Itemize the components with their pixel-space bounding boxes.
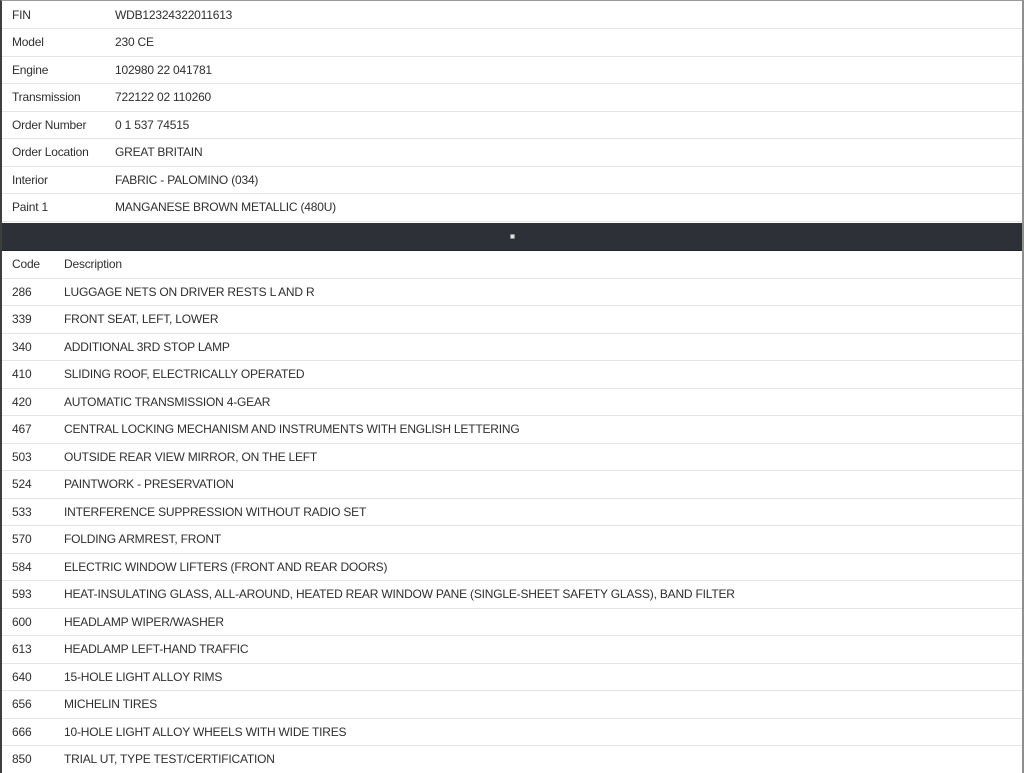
option-code: 467 (2, 416, 64, 444)
info-label: Model (2, 29, 115, 57)
info-row (2, 194, 1022, 222)
option-code: 593 (2, 581, 64, 609)
option-description: SLIDING ROOF, ELECTRICALLY OPERATED (64, 361, 1022, 389)
info-row (2, 56, 1022, 84)
option-code-row (2, 608, 1022, 636)
info-row (2, 29, 1022, 57)
option-description: ADDITIONAL 3RD STOP LAMP (64, 333, 1022, 361)
code-column-header: Code (2, 251, 64, 279)
info-label: FIN (2, 1, 115, 29)
option-code: 656 (2, 691, 64, 719)
option-description: OUTSIDE REAR VIEW MIRROR, ON THE LEFT (64, 443, 1022, 471)
option-code: 600 (2, 608, 64, 636)
option-description: PAINTWORK - PRESERVATION (64, 471, 1022, 499)
info-label: Order Location (2, 139, 115, 167)
info-row (2, 166, 1022, 194)
info-label: Engine (2, 56, 115, 84)
option-code: 339 (2, 306, 64, 334)
option-code: 613 (2, 636, 64, 664)
option-description: ELECTRIC WINDOW LIFTERS (FRONT AND REAR DOORS) (64, 553, 1022, 581)
info-row (2, 111, 1022, 139)
separator-band (2, 223, 1022, 251)
option-description: LUGGAGE NETS ON DRIVER RESTS L AND R (64, 278, 1022, 306)
option-code-row (2, 663, 1022, 691)
option-code-row (2, 691, 1022, 719)
info-label: Order Number (2, 111, 115, 139)
option-description: TRIAL UT, TYPE TEST/CERTIFICATION (64, 746, 1022, 773)
option-code-row (2, 718, 1022, 746)
vehicle-info-body (2, 1, 1022, 221)
option-code: 503 (2, 443, 64, 471)
option-description: AUTOMATIC TRANSMISSION 4-GEAR (64, 388, 1022, 416)
option-description: MICHELIN TIRES (64, 691, 1022, 719)
option-code: 533 (2, 498, 64, 526)
option-code-row (2, 636, 1022, 664)
vehicle-info-table (2, 1, 1022, 222)
option-code: 850 (2, 746, 64, 773)
option-code-row (2, 306, 1022, 334)
option-description: FOLDING ARMREST, FRONT (64, 526, 1022, 554)
option-code: 420 (2, 388, 64, 416)
info-value: GREAT BRITAIN (115, 139, 1022, 167)
option-code-row (2, 333, 1022, 361)
option-code-row (2, 471, 1022, 499)
option-description: HEADLAMP WIPER/WASHER (64, 608, 1022, 636)
info-value: WDB12324322011613 (115, 1, 1022, 29)
option-code: 640 (2, 663, 64, 691)
option-code-row (2, 498, 1022, 526)
info-row (2, 1, 1022, 29)
codes-header-row (2, 251, 1022, 279)
option-code-row (2, 746, 1022, 773)
option-description: HEADLAMP LEFT-HAND TRAFFIC (64, 636, 1022, 664)
option-code: 666 (2, 718, 64, 746)
description-column-header: Description (64, 251, 1022, 279)
option-code-row (2, 416, 1022, 444)
option-code-row (2, 361, 1022, 389)
option-code: 286 (2, 278, 64, 306)
option-code: 584 (2, 553, 64, 581)
info-value: 102980 22 041781 (115, 56, 1022, 84)
info-row (2, 84, 1022, 112)
option-description: 15-HOLE LIGHT ALLOY RIMS (64, 663, 1022, 691)
info-label: Paint 1 (2, 194, 115, 222)
info-value: 0 1 537 74515 (115, 111, 1022, 139)
option-code: 570 (2, 526, 64, 554)
codes-table-body (2, 278, 1022, 773)
info-value: 722122 02 110260 (115, 84, 1022, 112)
option-code-row (2, 278, 1022, 306)
info-value: MANGANESE BROWN METALLIC (480U) (115, 194, 1022, 222)
option-description: 10-HOLE LIGHT ALLOY WHEELS WITH WIDE TIRES (64, 718, 1022, 746)
option-code-row (2, 443, 1022, 471)
info-label: Transmission (2, 84, 115, 112)
option-description: FRONT SEAT, LEFT, LOWER (64, 306, 1022, 334)
info-value: 230 CE (115, 29, 1022, 57)
info-label: Interior (2, 166, 115, 194)
option-code-row (2, 526, 1022, 554)
info-value: FABRIC - PALOMINO (034) (115, 166, 1022, 194)
codes-table-head (2, 251, 1022, 279)
option-description: CENTRAL LOCKING MECHANISM AND INSTRUMENTS WITH ENGLISH LETTERING (64, 416, 1022, 444)
broken-image-icon (510, 234, 515, 239)
option-description: HEAT-INSULATING GLASS, ALL-AROUND, HEATED REAR WINDOW PANE (SINGLE-SHEET SAFETY GLASS), BAND FILTER (64, 581, 1022, 609)
option-code: 410 (2, 361, 64, 389)
option-description: INTERFERENCE SUPPRESSION WITHOUT RADIO SET (64, 498, 1022, 526)
option-code-row (2, 553, 1022, 581)
option-code: 340 (2, 333, 64, 361)
option-codes-table (2, 251, 1022, 773)
info-row (2, 139, 1022, 167)
option-code-row (2, 581, 1022, 609)
option-code: 524 (2, 471, 64, 499)
option-code-row (2, 388, 1022, 416)
